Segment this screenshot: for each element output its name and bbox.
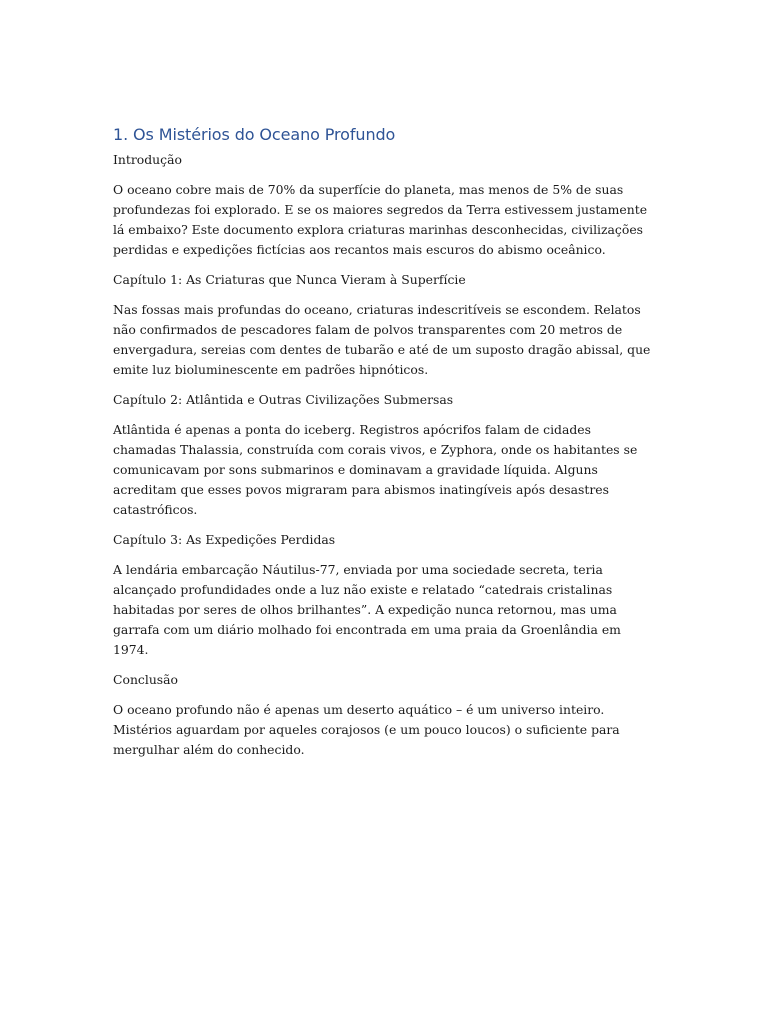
document-body [113,124,658,770]
section-heading-conclusion: Conclusão [113,672,179,687]
section-heading-introduction: Introdução [113,152,182,167]
section-paragraph-conclusion: O oceano profundo não é apenas um deserto aquático – é um universo inteiro. Mistérios aguardam por aqueles corajosos (e um pouco loucos) o suficiente para mergulhar além do conhecido. [113,702,620,757]
section-paragraph-chapter-2: Atlântida é apenas a ponta do iceberg. Registros apócrifos falam de cidades chamadas Thalassia, construída com corais vivos, e Zyphora, onde os habitantes se comunicavam por sons submarinos e dominavam a gravidade líquida. Alguns acreditam que esses povos migraram para abismos inatingíveis após desastres catastróficos. [113,422,638,517]
section-paragraph-chapter-3: A lendária embarcação Náutilus-77, enviada por uma sociedade secreta, teria alcançado profundidades onde a luz não existe e relatado “catedrais cristalinas habitadas por seres de olhos brilhantes”. A expedição nunca retornou, mas uma garrafa com um diário molhado foi encontrada em uma praia da Groenlândia em 1974. [113,562,621,657]
section-paragraph-chapter-1: Nas fossas mais profundas do oceano, criaturas indescritíveis se escondem. Relatos não confirmados de pescadores falam de polvos transparentes com 20 metros de envergadura, sereias com dentes de tubarão e até de um suposto dragão abissal, que emite luz bioluminescente em padrões hipnóticos. [113,302,651,377]
section-heading-chapter-1: Capítulo 1: As Criaturas que Nunca Vieram à Superfície [113,272,466,287]
section-heading-chapter-3: Capítulo 3: As Expedições Perdidas [113,532,336,547]
section-paragraph-introduction: O oceano cobre mais de 70% da superfície do planeta, mas menos de 5% de suas profundezas foi explorado. E se os maiores segredos da Terra estivessem justamente lá embaixo? Este documento explora criaturas marinhas desconhecidas, civilizações perdidas e expedições fictícias aos recantos mais escuros do abismo oceânico. [113,182,648,257]
section-heading-chapter-2: Capítulo 2: Atlântida e Outras Civilizações Submersas [113,392,454,407]
document-title: 1. Os Mistérios do Oceano Profundo [113,125,396,144]
